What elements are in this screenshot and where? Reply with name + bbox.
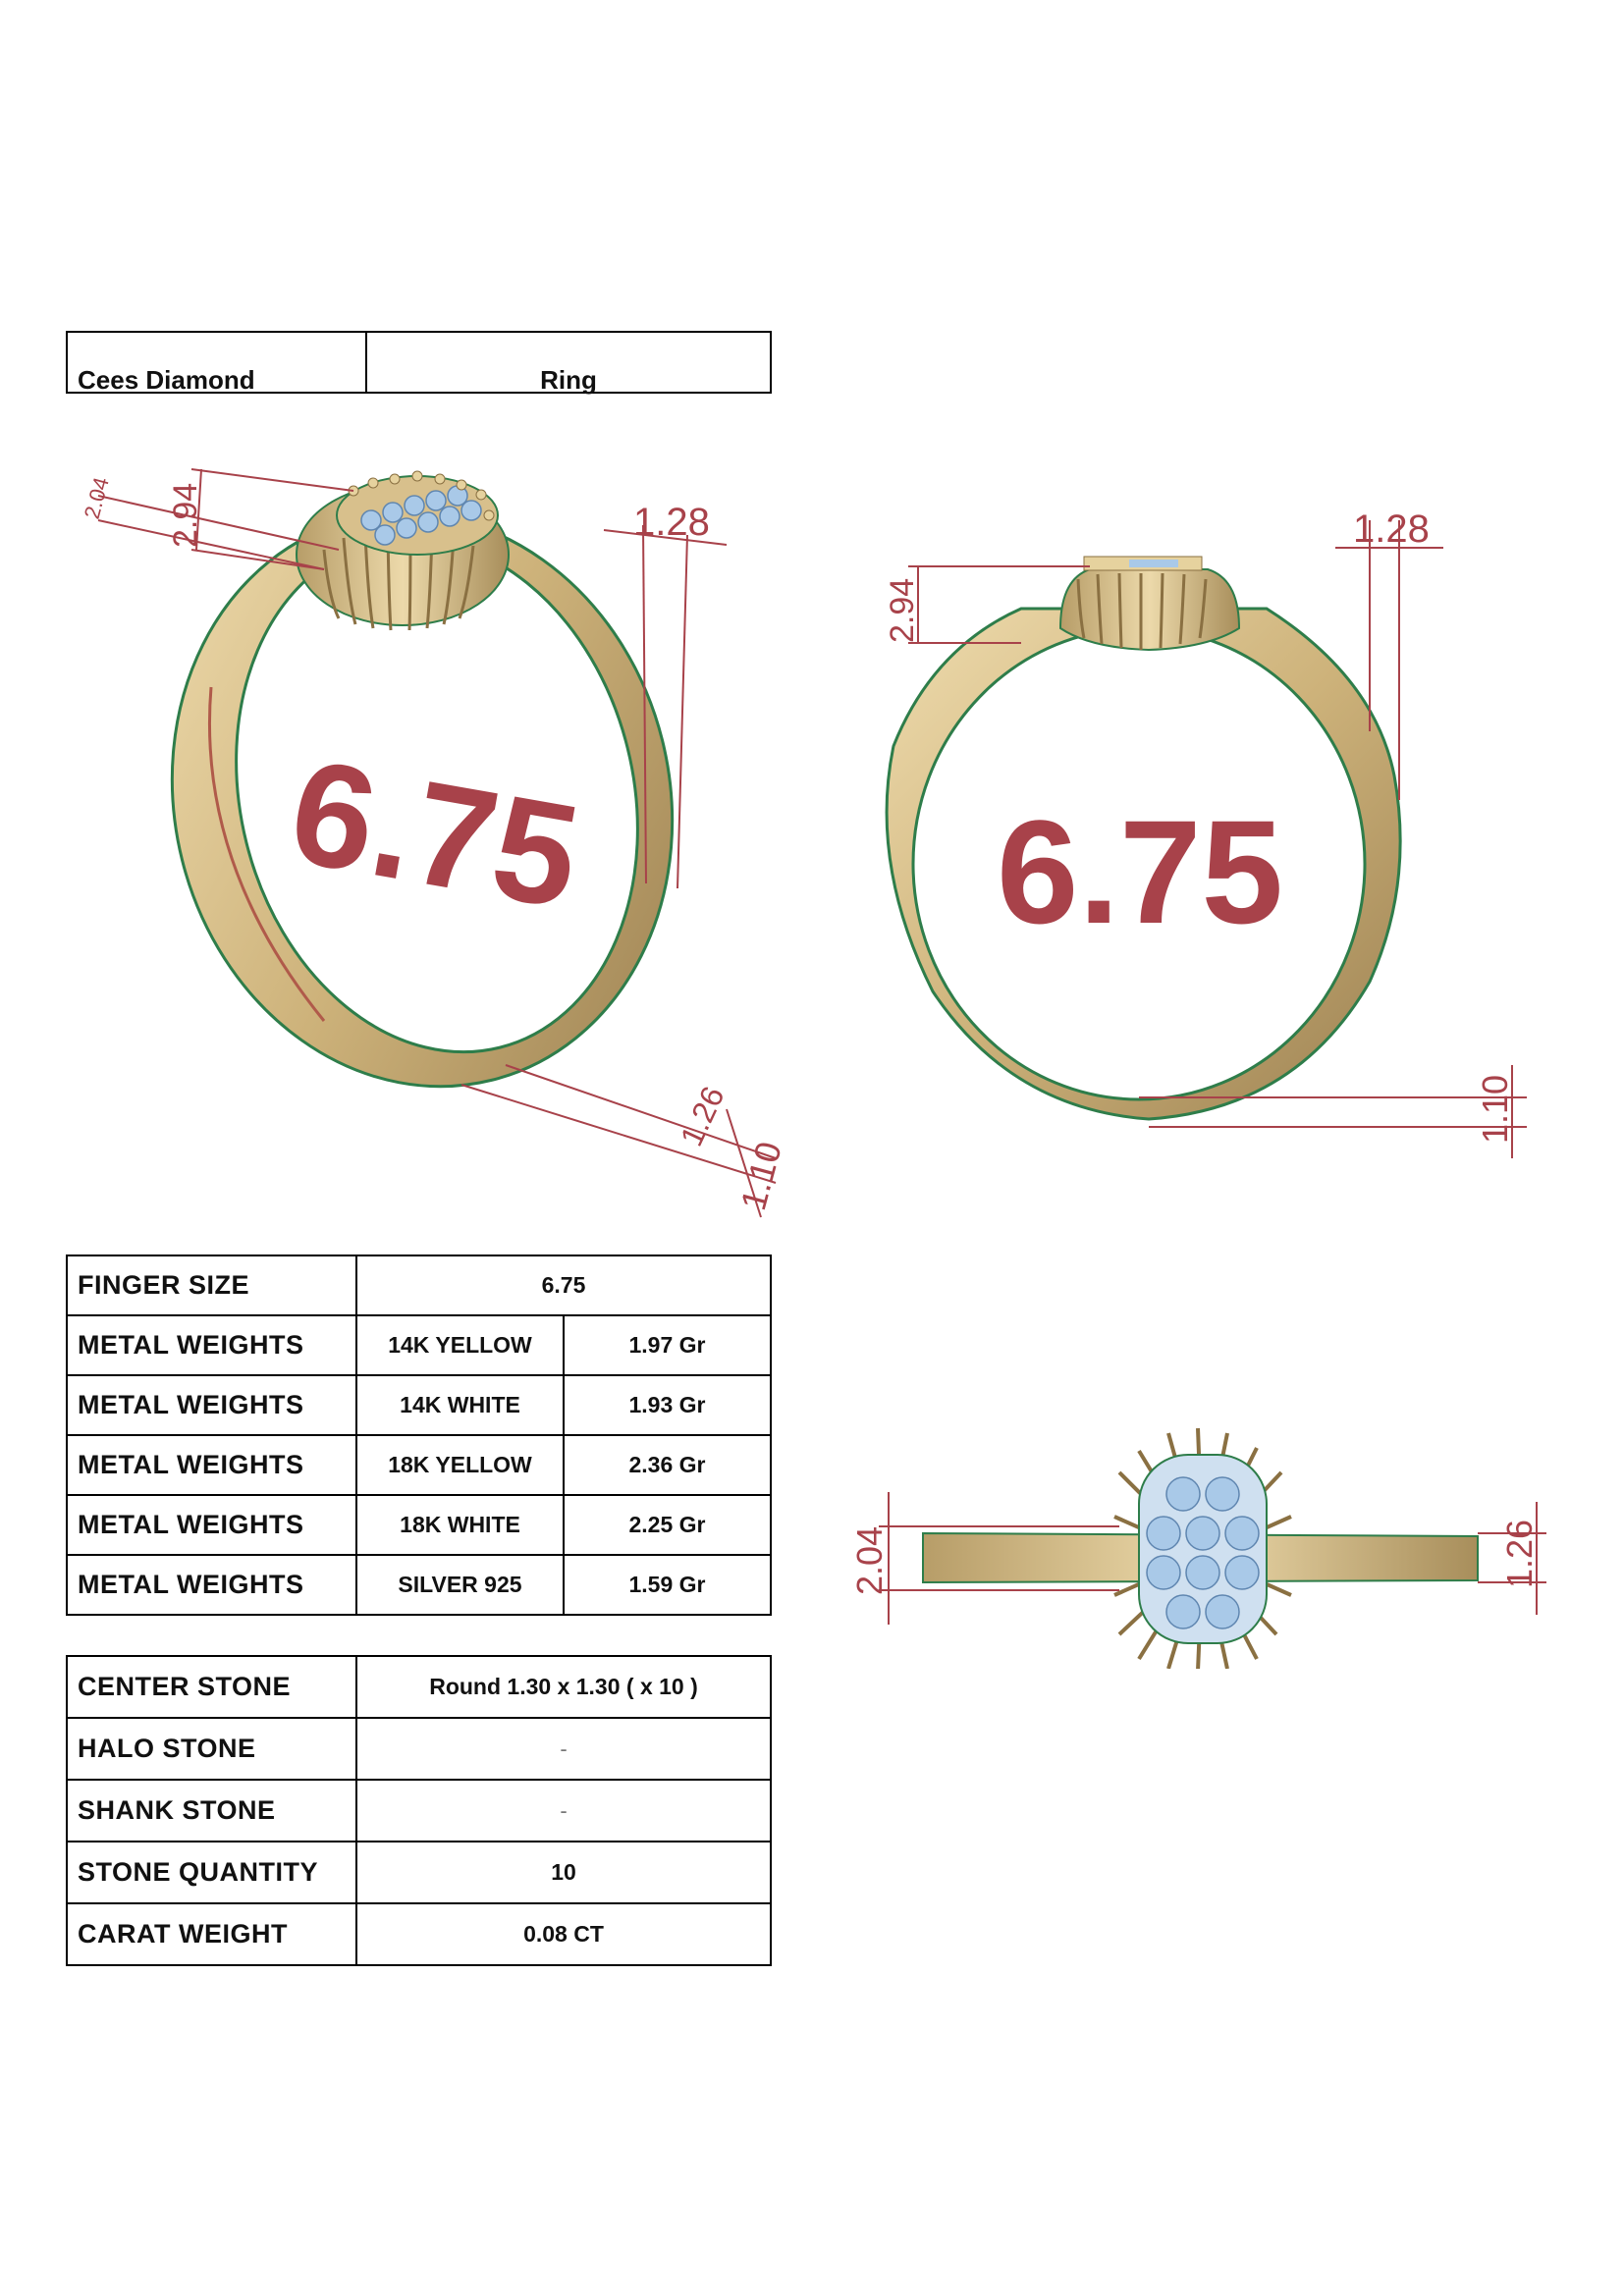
stone-row — [67, 1842, 771, 1903]
metal-weight: 2.36 Gr — [564, 1435, 771, 1495]
metal-type: SILVER 925 — [356, 1555, 564, 1615]
dim-side-width: 1.28 — [1353, 507, 1430, 551]
stone-row — [67, 1718, 771, 1780]
stone-row — [67, 1656, 771, 1718]
product-type: Ring — [366, 332, 771, 393]
dim-band-bottom-b: 1.10 — [732, 1137, 789, 1215]
halo-stone-label: HALO STONE — [67, 1718, 356, 1780]
metal-weight: 1.97 Gr — [564, 1315, 771, 1375]
finger-size-label: FINGER SIZE — [67, 1255, 356, 1315]
dim-top-height-b: 2.94 — [167, 482, 204, 548]
dim-band-top-width: 1.28 — [633, 501, 710, 544]
halo-stone-value: - — [356, 1718, 771, 1780]
metal-weight-label: METAL WEIGHTS — [67, 1315, 356, 1375]
carat-weight-label: CARAT WEIGHT — [67, 1903, 356, 1965]
metal-weight: 1.93 Gr — [564, 1375, 771, 1435]
stone-row — [67, 1903, 771, 1965]
metal-weight-row — [67, 1495, 771, 1555]
metal-weight-row — [67, 1435, 771, 1495]
finger-size-value: 6.75 — [356, 1255, 771, 1315]
metal-type: 18K YELLOW — [356, 1435, 564, 1495]
side-crown — [1060, 557, 1239, 650]
dim-top-height-a: 2.04 — [79, 474, 114, 522]
metal-weight-label: METAL WEIGHTS — [67, 1435, 356, 1495]
metal-weight: 1.59 Gr — [564, 1555, 771, 1615]
side-size-mark: 6.75 — [997, 789, 1283, 954]
center-stone-value: Round 1.30 x 1.30 ( x 10 ) — [356, 1656, 771, 1718]
shank-stone-label: SHANK STONE — [67, 1780, 356, 1842]
metal-weights-table — [66, 1255, 772, 1616]
metal-weight-row — [67, 1375, 771, 1435]
center-stone-label: CENTER STONE — [67, 1656, 356, 1718]
perspective-view — [80, 460, 789, 1217]
metal-weight-label: METAL WEIGHTS — [67, 1495, 356, 1555]
stone-details-table — [66, 1655, 772, 1966]
dim-band-bottom-a: 1.26 — [673, 1081, 731, 1151]
carat-weight-value: 0.08 CT — [356, 1903, 771, 1965]
metal-type: 14K YELLOW — [356, 1315, 564, 1375]
stone-row — [67, 1780, 771, 1842]
stone-quantity-value: 10 — [356, 1842, 771, 1903]
dim-side-bottom: 1.10 — [1475, 1074, 1515, 1144]
dim-top-view-left: 2.04 — [849, 1525, 890, 1595]
metal-type: 14K WHITE — [356, 1375, 564, 1435]
metal-type: 18K WHITE — [356, 1495, 564, 1555]
stone-quantity-label: STONE QUANTITY — [67, 1842, 356, 1903]
metal-weight-label: METAL WEIGHTS — [67, 1555, 356, 1615]
side-view — [884, 507, 1527, 1158]
metal-weight-label: METAL WEIGHTS — [67, 1375, 356, 1435]
metal-weight: 2.25 Gr — [564, 1495, 771, 1555]
shank-stone-value: - — [356, 1780, 771, 1842]
metal-weight-row — [67, 1555, 771, 1615]
top-view — [849, 1428, 1546, 1669]
dim-side-height: 2.94 — [884, 577, 921, 643]
perspective-size-mark: 6.75 — [279, 727, 591, 940]
metal-weight-row — [67, 1315, 771, 1375]
dim-top-view-right: 1.26 — [1499, 1519, 1540, 1588]
company-name: Cees Diamond — [67, 332, 366, 393]
finger-size-row — [67, 1255, 771, 1315]
